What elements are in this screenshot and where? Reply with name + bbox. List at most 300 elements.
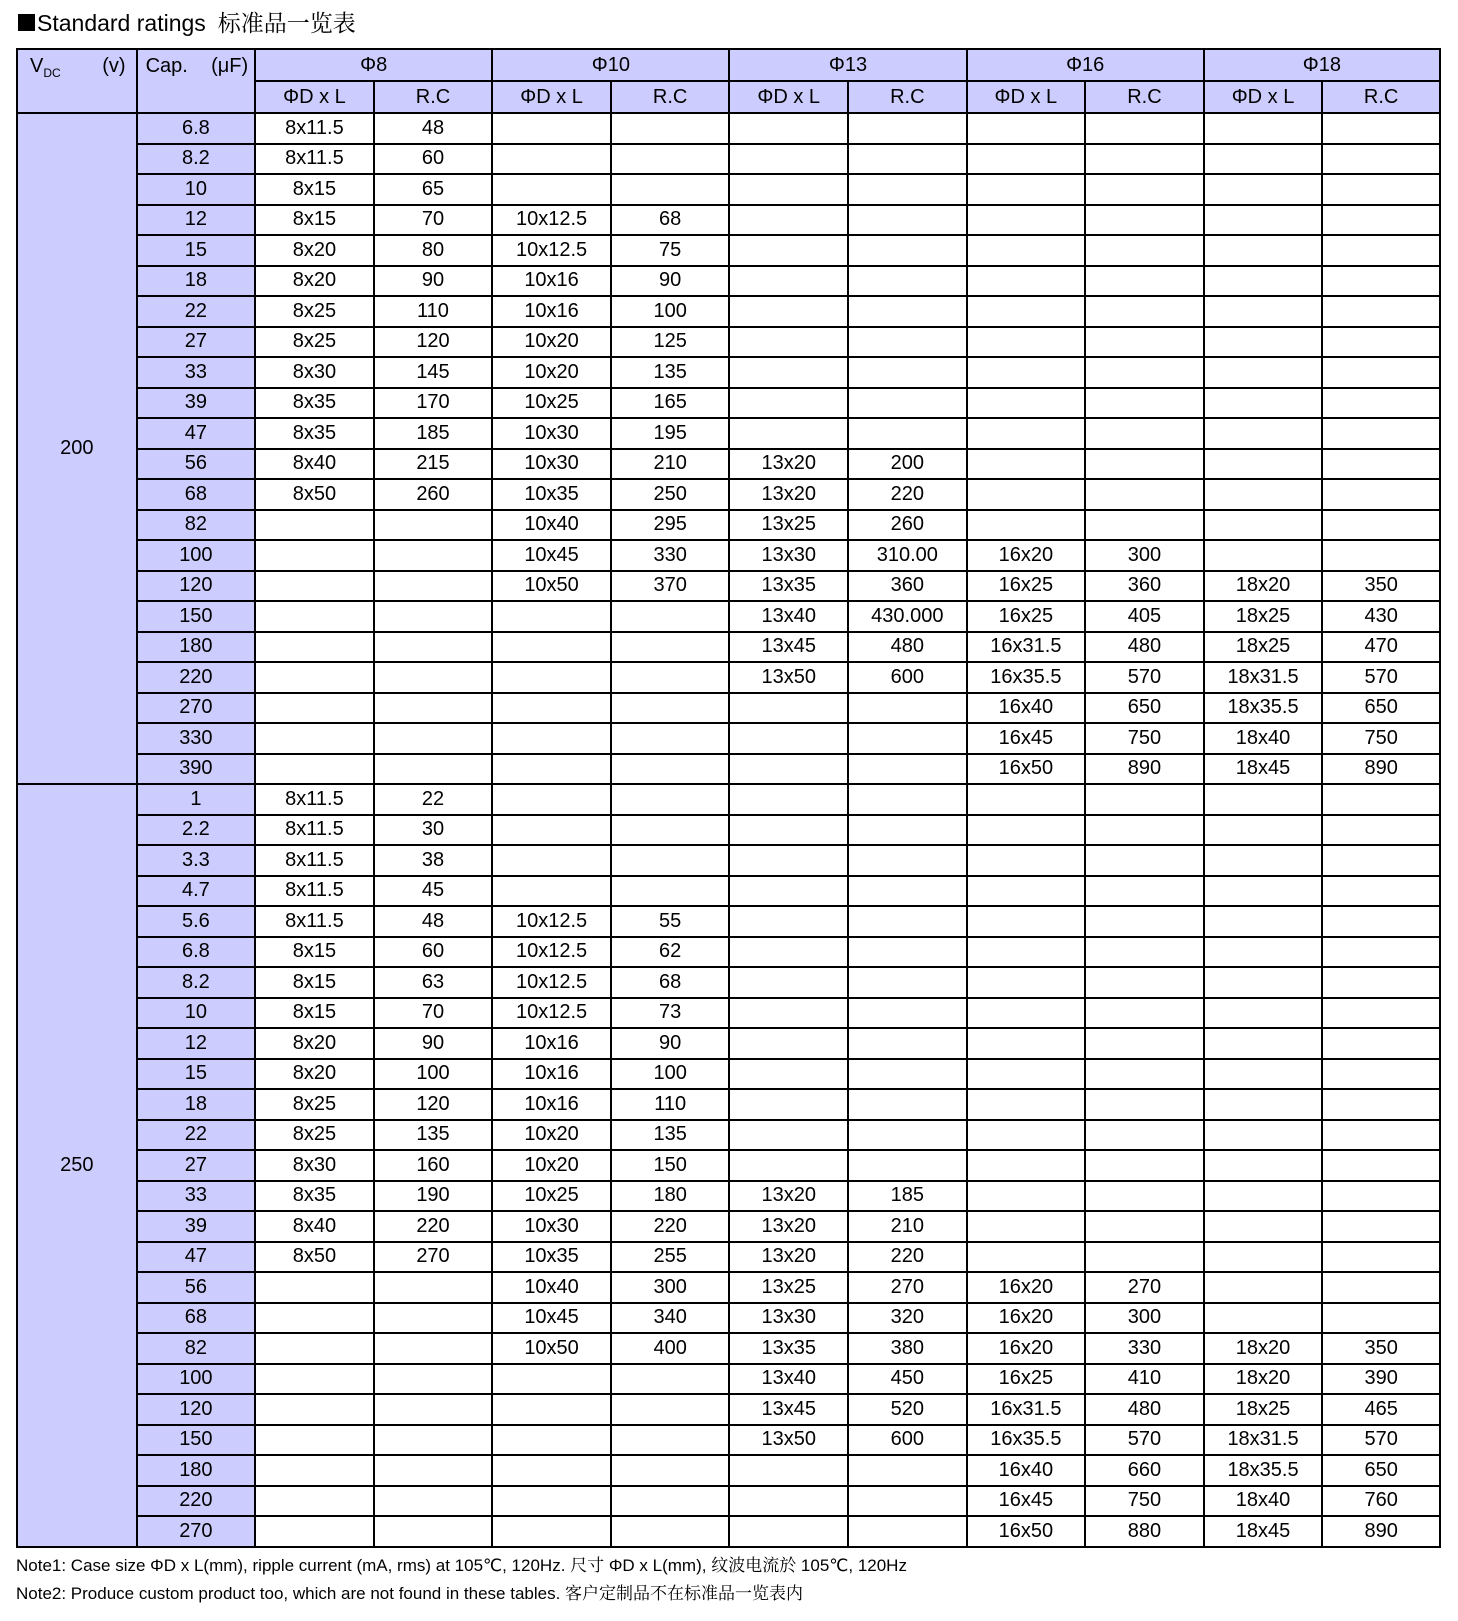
case-size-cell <box>492 693 611 724</box>
case-size-cell <box>967 144 1086 175</box>
case-size-cell: 18x25 <box>1204 1394 1323 1425</box>
ripple-current-cell <box>374 1333 493 1364</box>
ripple-current-cell <box>848 235 967 266</box>
table-row <box>17 296 1440 327</box>
ripple-current-cell: 125 <box>611 327 730 358</box>
ripple-current-cell <box>1085 357 1204 388</box>
case-size-cell: 18x40 <box>1204 1486 1323 1517</box>
case-size-cell: 16x25 <box>967 571 1086 602</box>
case-size-cell <box>492 662 611 693</box>
vdc-header <box>17 49 137 113</box>
capacitance-cell: 150 <box>137 601 256 632</box>
case-size-cell <box>492 1455 611 1486</box>
case-size-cell: 8x35 <box>255 1181 374 1212</box>
capacitance-cell: 47 <box>137 1242 256 1273</box>
ripple-current-cell: 890 <box>1322 754 1440 785</box>
capacitance-cell: 100 <box>137 1364 256 1395</box>
capacitance-cell: 120 <box>137 571 256 602</box>
case-size-cell: 8x25 <box>255 296 374 327</box>
ripple-current-cell: 300 <box>611 1272 730 1303</box>
ripple-current-cell: 370 <box>611 571 730 602</box>
ripple-current-cell <box>848 784 967 815</box>
case-size-cell <box>1204 1120 1323 1151</box>
case-size-cell <box>729 723 848 754</box>
ripple-current-cell <box>611 1425 730 1456</box>
note-1: Note1: Case size ΦD x L(mm), ripple current (mA, rms) at 105℃, 120Hz. 尺寸 ΦD x L(mm), 纹波电流於 105℃, 120Hz <box>16 1556 907 1575</box>
case-size-cell: 10x50 <box>492 571 611 602</box>
voltage-cell: 200 <box>17 113 137 784</box>
case-size-cell: 8x35 <box>255 388 374 419</box>
case-size-cell: 13x45 <box>729 1394 848 1425</box>
table-row <box>17 357 1440 388</box>
capacitance-cell: 10 <box>137 174 256 205</box>
case-size-cell <box>729 784 848 815</box>
ripple-current-cell <box>1085 1059 1204 1090</box>
case-size-cell <box>1204 784 1323 815</box>
ripple-current-cell <box>1322 967 1440 998</box>
ripple-current-cell <box>1322 113 1440 144</box>
capacitance-cell: 56 <box>137 1272 256 1303</box>
case-size-cell <box>967 296 1086 327</box>
case-size-cell: 16x31.5 <box>967 1394 1086 1425</box>
case-size-cell <box>1204 266 1323 297</box>
table-row <box>17 388 1440 419</box>
case-size-cell: 8x11.5 <box>255 876 374 907</box>
case-size-cell: 16x20 <box>967 540 1086 571</box>
case-size-cell: 13x35 <box>729 1333 848 1364</box>
case-size-cell: 10x20 <box>492 1150 611 1181</box>
ripple-current-cell <box>1322 418 1440 449</box>
table-row <box>17 1120 1440 1151</box>
ripple-current-cell <box>1085 510 1204 541</box>
case-size-cell <box>492 174 611 205</box>
voltage-cell: 250 <box>17 784 137 1547</box>
ripple-current-cell <box>1085 906 1204 937</box>
ripple-current-cell <box>1085 144 1204 175</box>
case-size-cell <box>255 1364 374 1395</box>
ripple-current-cell: 480 <box>1085 1394 1204 1425</box>
ripple-current-cell: 480 <box>848 632 967 663</box>
ripple-current-cell: 880 <box>1085 1516 1204 1547</box>
case-size-cell: 10x35 <box>492 479 611 510</box>
case-size-cell: 18x25 <box>1204 601 1323 632</box>
case-size-cell: 8x50 <box>255 1242 374 1273</box>
ripple-current-cell <box>1322 1028 1440 1059</box>
ripple-current-cell: 120 <box>374 1089 493 1120</box>
case-size-cell: 18x35.5 <box>1204 693 1323 724</box>
ripple-current-cell <box>1085 1150 1204 1181</box>
ripple-current-cell <box>1085 235 1204 266</box>
ripple-current-cell: 48 <box>374 113 493 144</box>
ripple-current-cell <box>374 1303 493 1334</box>
ripple-current-cell: 890 <box>1085 754 1204 785</box>
ripple-current-cell <box>611 1516 730 1547</box>
ripple-current-cell: 570 <box>1322 1425 1440 1456</box>
case-size-cell <box>967 998 1086 1029</box>
page-title <box>18 6 356 40</box>
table-row <box>17 174 1440 205</box>
ripple-current-cell: 135 <box>611 357 730 388</box>
case-size-cell <box>967 266 1086 297</box>
case-size-cell <box>492 1486 611 1517</box>
case-size-cell <box>255 1516 374 1547</box>
case-size-cell <box>1204 388 1323 419</box>
ripple-current-cell <box>848 205 967 236</box>
ripple-current-cell: 390 <box>1322 1364 1440 1395</box>
case-size-cell <box>729 144 848 175</box>
case-size-cell <box>1204 510 1323 541</box>
ripple-current-cell <box>1322 1303 1440 1334</box>
case-size-cell <box>255 1303 374 1334</box>
case-size-cell: 16x35.5 <box>967 1425 1086 1456</box>
case-size-cell: 8x11.5 <box>255 815 374 846</box>
table-row <box>17 327 1440 358</box>
ripple-current-cell: 63 <box>374 967 493 998</box>
ripple-current-cell <box>374 1364 493 1395</box>
ripple-current-cell: 200 <box>848 449 967 480</box>
ripple-current-cell: 55 <box>611 906 730 937</box>
ripple-current-cell <box>1322 998 1440 1029</box>
ripple-current-cell: 470 <box>1322 632 1440 663</box>
ripple-current-cell: 210 <box>848 1211 967 1242</box>
ripple-current-cell <box>1322 1272 1440 1303</box>
case-size-cell <box>967 205 1086 236</box>
case-size-cell: 13x20 <box>729 449 848 480</box>
ripple-current-cell: 750 <box>1085 723 1204 754</box>
case-size-cell <box>967 357 1086 388</box>
ripple-current-cell: 270 <box>374 1242 493 1273</box>
case-size-cell <box>729 906 848 937</box>
case-size-cell <box>1204 1272 1323 1303</box>
ripple-subheader: R.C <box>1085 81 1204 113</box>
table-row <box>17 815 1440 846</box>
case-size-cell: 16x20 <box>967 1303 1086 1334</box>
ripple-current-cell: 22 <box>374 784 493 815</box>
case-size-cell: 13x20 <box>729 1242 848 1273</box>
case-size-cell: 8x30 <box>255 1150 374 1181</box>
table-row <box>17 418 1440 449</box>
ripple-current-cell: 62 <box>611 937 730 968</box>
ripple-current-cell: 145 <box>374 357 493 388</box>
ripple-current-cell: 150 <box>611 1150 730 1181</box>
case-size-cell: 8x11.5 <box>255 845 374 876</box>
case-size-cell <box>967 235 1086 266</box>
case-size-cell: 10x16 <box>492 266 611 297</box>
case-size-cell: 10x45 <box>492 540 611 571</box>
table-row <box>17 1089 1440 1120</box>
case-size-cell: 10x20 <box>492 1120 611 1151</box>
case-size-cell <box>1204 235 1323 266</box>
ripple-current-cell <box>611 754 730 785</box>
case-size-cell: 8x35 <box>255 418 374 449</box>
table-row <box>17 876 1440 907</box>
ripple-current-cell: 600 <box>848 662 967 693</box>
ripple-current-cell: 255 <box>611 1242 730 1273</box>
ripple-current-cell <box>1085 479 1204 510</box>
ratings-body <box>17 113 1440 1547</box>
case-size-cell: 18x20 <box>1204 571 1323 602</box>
case-size-cell <box>492 845 611 876</box>
ripple-current-cell <box>374 1425 493 1456</box>
ripple-current-cell <box>611 876 730 907</box>
case-size-cell <box>967 815 1086 846</box>
ripple-current-cell <box>848 1486 967 1517</box>
case-size-cell: 8x11.5 <box>255 784 374 815</box>
table-row <box>17 845 1440 876</box>
case-size-cell <box>1204 144 1323 175</box>
case-size-cell <box>967 113 1086 144</box>
case-size-cell <box>255 1333 374 1364</box>
case-size-cell <box>1204 113 1323 144</box>
ripple-current-cell: 135 <box>374 1120 493 1151</box>
ripple-current-cell <box>1322 1089 1440 1120</box>
case-size-cell: 18x20 <box>1204 1364 1323 1395</box>
ripple-current-cell: 68 <box>611 205 730 236</box>
size-subheader: ΦD x L <box>255 81 374 113</box>
case-size-cell: 10x16 <box>492 1028 611 1059</box>
case-size-cell <box>1204 1242 1323 1273</box>
capacitance-cell: 270 <box>137 1516 256 1547</box>
table-row <box>17 937 1440 968</box>
table-row <box>17 479 1440 510</box>
ripple-current-cell <box>1322 327 1440 358</box>
ripple-current-cell <box>611 1486 730 1517</box>
case-size-cell <box>967 967 1086 998</box>
case-size-cell <box>492 1364 611 1395</box>
case-size-cell <box>729 1455 848 1486</box>
ripple-current-cell <box>848 144 967 175</box>
table-row <box>17 540 1440 571</box>
case-size-cell: 13x25 <box>729 1272 848 1303</box>
case-size-cell <box>1204 845 1323 876</box>
case-size-cell <box>967 327 1086 358</box>
ripple-current-cell: 350 <box>1322 1333 1440 1364</box>
case-size-cell: 10x12.5 <box>492 235 611 266</box>
ripple-current-cell <box>1085 998 1204 1029</box>
case-size-cell: 10x20 <box>492 327 611 358</box>
case-size-cell: 10x12.5 <box>492 906 611 937</box>
ripple-current-cell <box>1085 418 1204 449</box>
diameter-header: Φ16 <box>967 49 1204 81</box>
capacitance-cell: 180 <box>137 632 256 663</box>
case-size-cell <box>729 1089 848 1120</box>
ripple-current-cell <box>848 967 967 998</box>
case-size-cell: 8x20 <box>255 1059 374 1090</box>
ripple-current-cell <box>1085 1242 1204 1273</box>
ripple-current-cell: 760 <box>1322 1486 1440 1517</box>
case-size-cell: 16x50 <box>967 1516 1086 1547</box>
table-row <box>17 510 1440 541</box>
table-row <box>17 632 1440 663</box>
case-size-cell <box>1204 998 1323 1029</box>
ripple-current-cell <box>374 662 493 693</box>
ripple-current-cell <box>1322 449 1440 480</box>
vdc-unit: (v) <box>102 55 126 77</box>
ripple-current-cell: 215 <box>374 449 493 480</box>
case-size-cell: 8x30 <box>255 357 374 388</box>
case-size-cell <box>255 693 374 724</box>
ripple-current-cell <box>374 1394 493 1425</box>
case-size-cell <box>729 998 848 1029</box>
case-size-cell <box>729 937 848 968</box>
capacitance-cell: 150 <box>137 1425 256 1456</box>
ripple-current-cell: 480 <box>1085 632 1204 663</box>
ripple-current-cell: 220 <box>374 1211 493 1242</box>
case-size-cell <box>1204 906 1323 937</box>
case-size-cell: 13x30 <box>729 1303 848 1334</box>
cap-unit: (μF) <box>211 55 249 77</box>
ripple-current-cell: 300 <box>1085 540 1204 571</box>
ripple-current-cell: 350 <box>1322 571 1440 602</box>
capacitance-cell: 270 <box>137 693 256 724</box>
ripple-current-cell <box>1085 1181 1204 1212</box>
ripple-current-cell <box>848 113 967 144</box>
case-size-cell: 8x50 <box>255 479 374 510</box>
case-size-cell: 16x50 <box>967 754 1086 785</box>
ripple-subheader: R.C <box>848 81 967 113</box>
ripple-current-cell: 330 <box>611 540 730 571</box>
capacitance-cell: 39 <box>137 388 256 419</box>
ripple-current-cell <box>1322 1120 1440 1151</box>
ripple-current-cell: 70 <box>374 998 493 1029</box>
table-row <box>17 205 1440 236</box>
ripple-current-cell <box>611 632 730 663</box>
table-row <box>17 1211 1440 1242</box>
ripple-current-cell: 260 <box>848 510 967 541</box>
case-size-cell: 10x25 <box>492 1181 611 1212</box>
ripple-current-cell: 405 <box>1085 601 1204 632</box>
case-size-cell <box>967 1028 1086 1059</box>
ripple-current-cell: 70 <box>374 205 493 236</box>
ripple-current-cell: 250 <box>611 479 730 510</box>
case-size-cell <box>255 1486 374 1517</box>
case-size-cell <box>729 205 848 236</box>
ripple-current-cell <box>848 1059 967 1090</box>
ripple-current-cell <box>611 1455 730 1486</box>
ripple-current-cell <box>1322 815 1440 846</box>
ripple-current-cell <box>848 1028 967 1059</box>
case-size-cell: 16x45 <box>967 723 1086 754</box>
case-size-cell <box>729 1486 848 1517</box>
case-size-cell <box>255 510 374 541</box>
ripple-current-cell <box>1322 540 1440 571</box>
case-size-cell <box>255 754 374 785</box>
case-size-cell <box>729 876 848 907</box>
capacitance-cell: 33 <box>137 357 256 388</box>
ripple-current-cell: 73 <box>611 998 730 1029</box>
case-size-cell <box>729 754 848 785</box>
case-size-cell <box>967 418 1086 449</box>
case-size-cell <box>729 967 848 998</box>
ripple-current-cell: 110 <box>611 1089 730 1120</box>
case-size-cell <box>492 1516 611 1547</box>
table-row <box>17 662 1440 693</box>
case-size-cell <box>967 388 1086 419</box>
case-size-cell <box>967 510 1086 541</box>
case-size-cell: 13x40 <box>729 1364 848 1395</box>
case-size-cell: 16x35.5 <box>967 662 1086 693</box>
ripple-current-cell <box>848 174 967 205</box>
ripple-current-cell <box>848 693 967 724</box>
table-row <box>17 1272 1440 1303</box>
ripple-current-cell <box>1085 113 1204 144</box>
ripple-current-cell: 185 <box>374 418 493 449</box>
case-size-cell <box>255 723 374 754</box>
ripple-current-cell: 360 <box>1085 571 1204 602</box>
table-row <box>17 113 1440 144</box>
case-size-cell <box>967 174 1086 205</box>
ripple-current-cell: 180 <box>611 1181 730 1212</box>
case-size-cell: 16x25 <box>967 601 1086 632</box>
ripple-current-cell <box>374 723 493 754</box>
ripple-current-cell: 135 <box>611 1120 730 1151</box>
diameter-header: Φ13 <box>729 49 966 81</box>
case-size-cell: 8x11.5 <box>255 113 374 144</box>
size-subheader: ΦD x L <box>1204 81 1323 113</box>
capacitance-cell: 5.6 <box>137 906 256 937</box>
ripple-current-cell: 570 <box>1322 662 1440 693</box>
vdc-subscript: DC <box>43 66 61 80</box>
ripple-current-cell <box>1085 266 1204 297</box>
ripple-current-cell <box>1085 1120 1204 1151</box>
case-size-cell: 10x40 <box>492 510 611 541</box>
case-size-cell: 10x45 <box>492 1303 611 1334</box>
case-size-cell: 16x25 <box>967 1364 1086 1395</box>
ripple-current-cell: 410 <box>1085 1364 1204 1395</box>
capacitance-cell: 18 <box>137 1089 256 1120</box>
ripple-current-cell <box>1085 1211 1204 1242</box>
ripple-current-cell: 340 <box>611 1303 730 1334</box>
case-size-cell: 10x30 <box>492 418 611 449</box>
ripple-current-cell <box>1085 296 1204 327</box>
ripple-current-cell <box>1322 235 1440 266</box>
case-size-cell <box>1204 1028 1323 1059</box>
ripple-current-cell <box>848 815 967 846</box>
table-row <box>17 1394 1440 1425</box>
ripple-current-cell <box>848 1089 967 1120</box>
case-size-cell <box>1204 1150 1323 1181</box>
ripple-current-cell <box>1085 205 1204 236</box>
ripple-current-cell <box>374 540 493 571</box>
table-row <box>17 1516 1440 1547</box>
case-size-cell <box>492 876 611 907</box>
case-size-cell <box>255 1394 374 1425</box>
case-size-cell <box>729 235 848 266</box>
ripple-current-cell <box>374 1486 493 1517</box>
table-row <box>17 998 1440 1029</box>
ripple-current-cell: 570 <box>1085 662 1204 693</box>
case-size-cell <box>729 815 848 846</box>
ripple-current-cell: 300 <box>1085 1303 1204 1334</box>
case-size-cell: 8x20 <box>255 235 374 266</box>
case-size-cell <box>255 632 374 663</box>
ripple-current-cell <box>1085 1089 1204 1120</box>
case-size-cell: 18x20 <box>1204 1333 1323 1364</box>
case-size-cell: 16x20 <box>967 1272 1086 1303</box>
case-size-cell: 13x20 <box>729 479 848 510</box>
ripple-current-cell <box>848 1150 967 1181</box>
case-size-cell <box>1204 967 1323 998</box>
case-size-cell <box>1204 876 1323 907</box>
capacitance-cell: 390 <box>137 754 256 785</box>
case-size-cell: 10x12.5 <box>492 205 611 236</box>
ripple-current-cell <box>374 571 493 602</box>
ratings-table <box>16 48 1441 1548</box>
capacitance-cell: 15 <box>137 1059 256 1090</box>
case-size-cell: 18x40 <box>1204 723 1323 754</box>
case-size-cell <box>255 571 374 602</box>
ripple-current-cell: 195 <box>611 418 730 449</box>
